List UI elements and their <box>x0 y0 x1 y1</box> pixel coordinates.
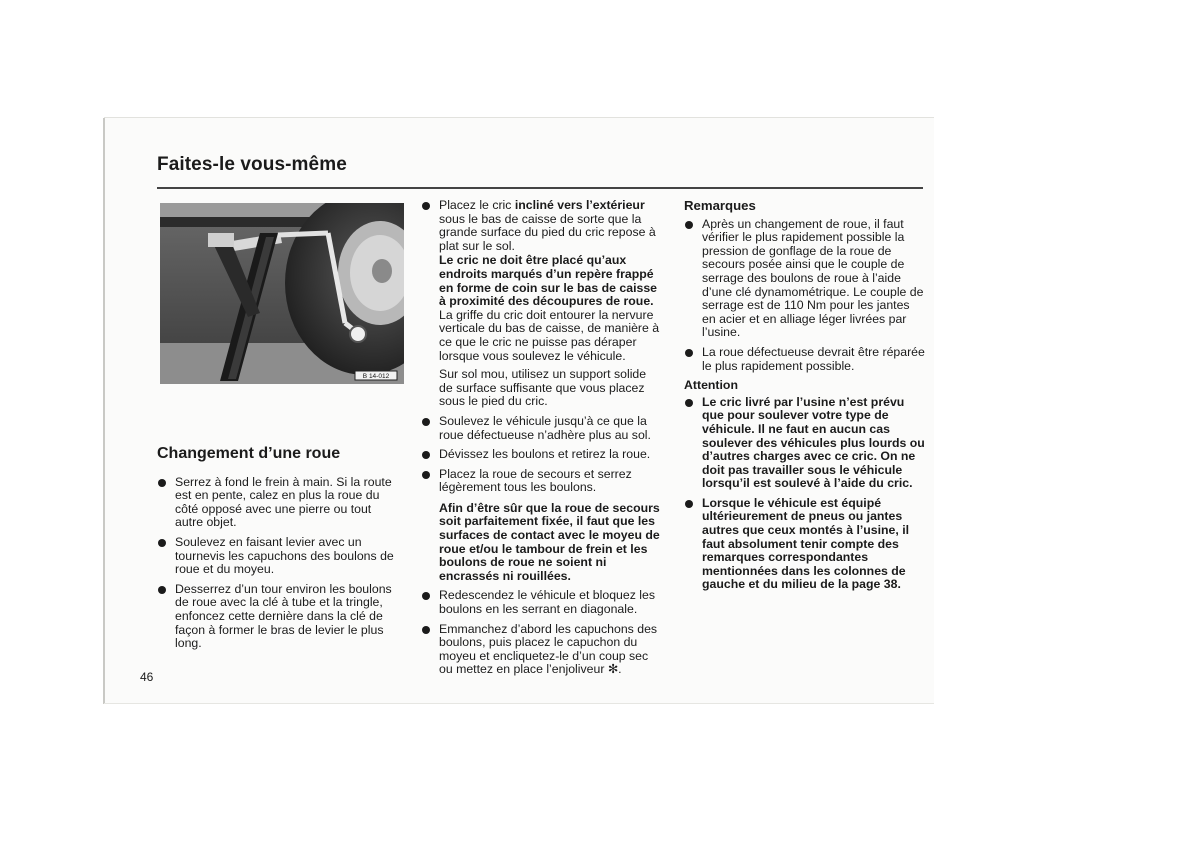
column-middle <box>421 199 663 683</box>
column-right <box>684 199 925 598</box>
page-bottom-edge <box>104 703 934 704</box>
list-item: Desserrez d’un tour environ les boulons de roue avec la clé à tube et la tringle, enfoncez cette dernière dans la clé de façon à former le bras de levier le plus long. <box>157 583 400 651</box>
list-item: Lorsque le véhicule est équipé ultérieurement de pneus ou jantes autres que ceux montés à l’usine, il faut absolument tenir compte des remarques correspondantes mentionnées dans les colonnes de gauche et du milieu de la page 38. <box>684 497 925 592</box>
list-item: Redescendez le véhicule et bloquez les boulons en les serrant en diagonale. <box>421 589 663 616</box>
page-number: 46 <box>140 670 154 684</box>
list-item: Soulevez en faisant levier avec un tournevis les capuchons des boulons de roue et du moyeu. <box>157 536 400 577</box>
text-run: sous le bas de caisse de sorte que la grande surface du pied du cric repose à plat sur le sol. <box>439 211 656 253</box>
jack-photo <box>160 203 404 384</box>
list-item: Soulevez le véhicule jusqu’à ce que la roue défectueuse n’adhère plus au sol. <box>421 415 663 442</box>
emphasis-text: incliné vers l’extérieur <box>514 198 645 212</box>
remarks-heading: Remarques <box>684 198 756 213</box>
steps-list <box>421 589 663 677</box>
list-item: Dévissez les boulons et retirez la roue. <box>421 448 663 462</box>
list-item: Emmanchez d’abord les capuchons des boulons, puis placez le capuchon du moyeu et encliquetez-le d’un coup sec ou mettez en place l’enjoliveur ✻. <box>421 623 663 677</box>
warnings-list <box>684 396 925 592</box>
steps-list <box>157 476 400 651</box>
steps-list <box>421 199 663 253</box>
steps-list <box>421 415 663 495</box>
attention-heading: Attention <box>684 378 738 393</box>
jack-claw-note: La griffe du cric doit entourer la nervure verticale du bas de caisse, de manière à ce que le cric ne puisse pas déraper lorsque vous soulevez le véhicule. <box>439 307 660 363</box>
remarks-list <box>684 218 925 374</box>
page-left-edge <box>103 118 105 704</box>
list-item: Placez la roue de secours et serrez légèrement tous les boulons. <box>421 468 663 495</box>
list-item: La roue défectueuse devrait être réparée le plus rapidement possible. <box>684 346 925 373</box>
list-item: Le cric livré par l’usine n’est prévu que pour soulever votre type de véhicule. Il ne faut en aucun cas soulever des véhicules plus lourds ou d’autres charges avec ce cric. On ne doit pas travailler sous le véhicule lorsqu’il est soulevé à l’aide du cric. <box>684 396 925 491</box>
list-item: Serrez à fond le frein à main. Si la route est en pente, calez en plus la roue du côté opposé avec une pierre ou tout autre objet. <box>157 476 400 530</box>
list-item <box>421 199 663 253</box>
jack-position-note: Le cric ne doit être placé qu’aux endroits marqués d’un repère frappé en forme de coin sur le bas de caisse à proximité des découpures de roue. <box>439 253 658 309</box>
list-item: Après un changement de roue, il faut vérifier le plus rapidement possible la pression de gonflage de la roue de secours posée ainsi que le couple de serrage des boulons de roue à l’aide d’une clé dynamométrique. Le couple de serrage est de 110 Nm pour les jantes en acier et en alliage léger livrées par l’usine. <box>684 218 925 340</box>
page-title: Faites-le vous-même <box>157 154 347 175</box>
section-heading: Changement d’une roue <box>157 445 341 462</box>
column-left <box>157 447 400 657</box>
title-rule <box>157 187 923 189</box>
text-run: Placez le cric <box>439 198 515 212</box>
photo-reference-label: B 14-012 <box>362 373 390 380</box>
wheel-fixing-warning: Afin d’être sûr que la roue de secours soit parfaitement fixée, il faut que les surfaces de contact avec le moyeu de roue et/ou le tambour de frein et les boulons de roue ne soient ni encrassés ni rouillées. <box>439 500 660 583</box>
soft-ground-note: Sur sol mou, utilisez un support solide de surface suffisante que vous placez sous le pied du cric. <box>439 367 647 409</box>
